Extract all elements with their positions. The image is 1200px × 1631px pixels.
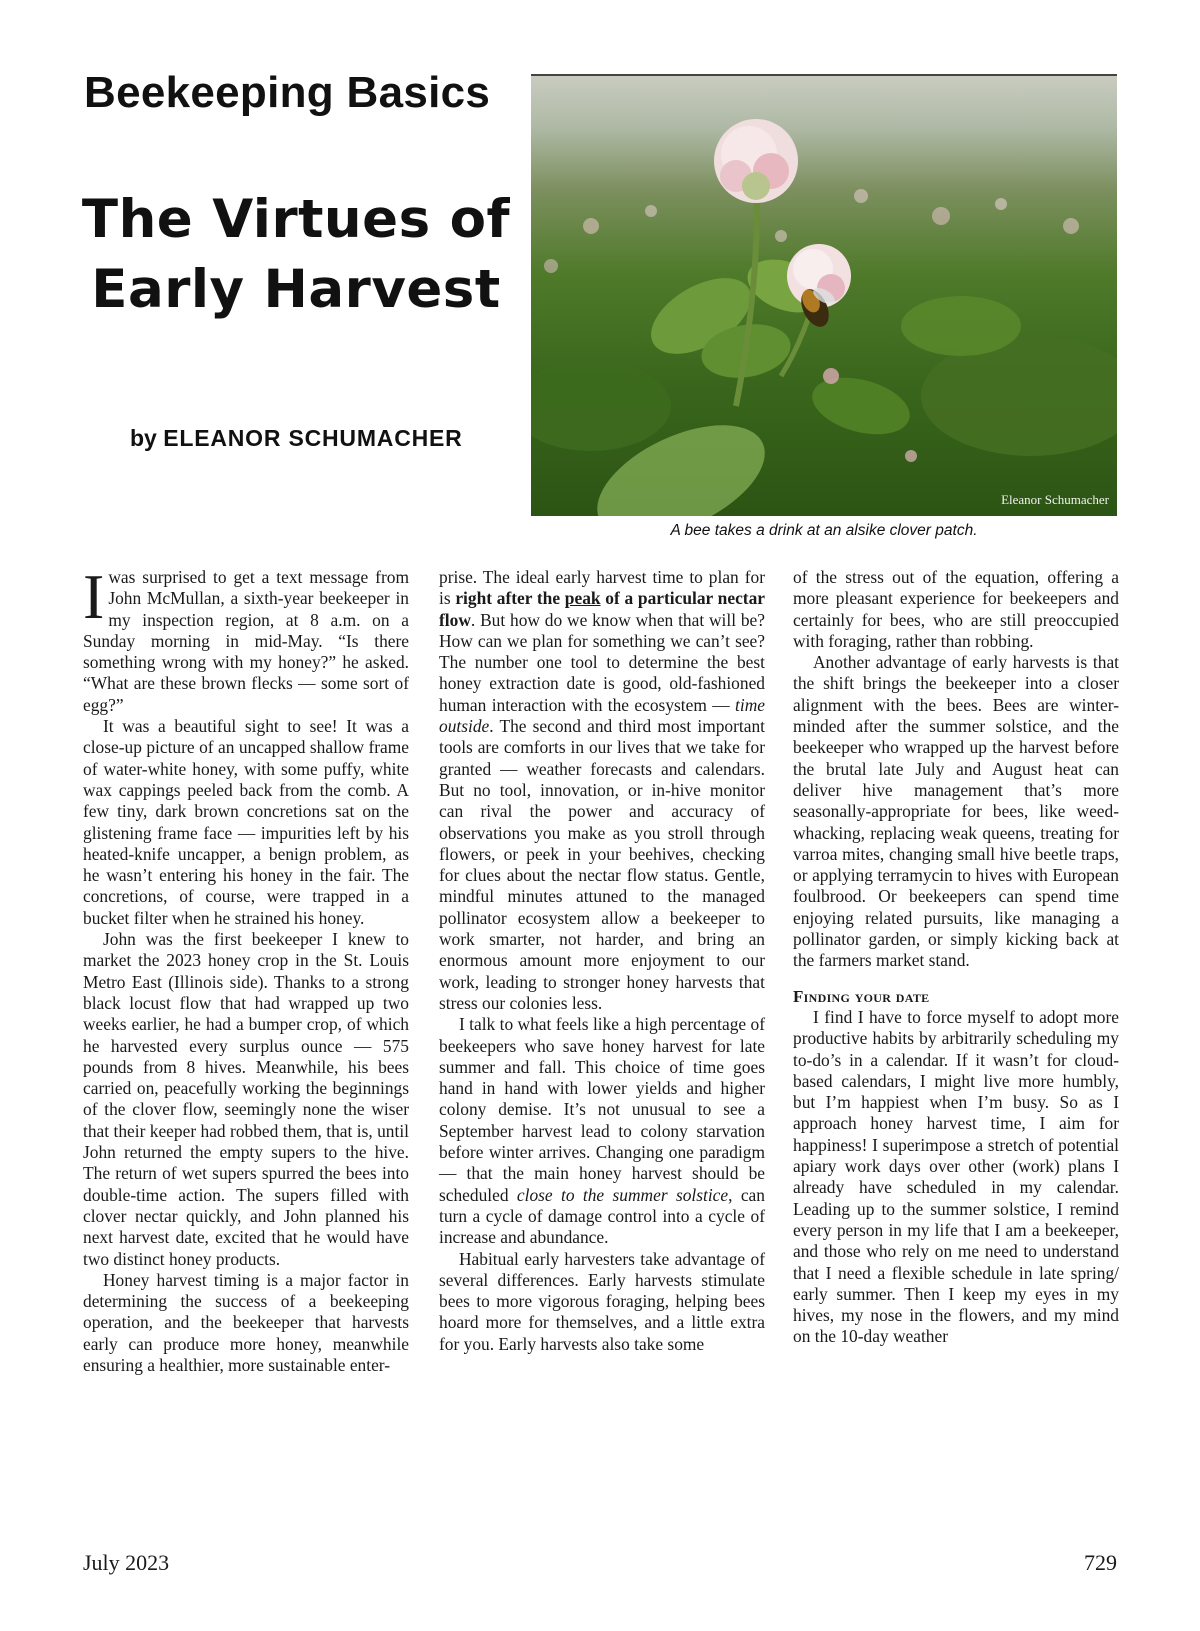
article-column-1 — [83, 561, 409, 1376]
issue-date: July 2023 — [83, 1550, 170, 1575]
title-line-1: The Virtues of — [81, 189, 511, 250]
paragraph: John was the first beekeeper I knew to market the 2023 honey crop in the St. Louis Metro East (Illinois side). Thanks to a strong black locust flow that had wrapped up two weeks earlier, he had a bumper crop, of which he harvested every surplus ounce — 575 pounds from 8 hives. Meanwhile, his bees carried on, peacefully working the beginnings of the clover flow, seemingly none the wiser that their keeper had robbed them, that is, until John returned the empty supers to the hive. The return of wet supers spurred the bees into double-time action. The supers filled with clover nectar quickly, and John planned his next harvest date, excited that he would have two distinct honey products. — [83, 929, 409, 1269]
byline-prefix: by — [130, 425, 157, 451]
paragraph: Honey harvest timing is a major factor in determining the success of a beekeeping operation, and the beekeeper that harvests early can produce more honey, meanwhile ensuring a healthier, more sustainable enter- — [83, 1269, 409, 1375]
article-title — [66, 185, 526, 325]
article-column-3 — [793, 567, 1119, 1348]
photo-credit: Eleanor Schumacher — [1001, 492, 1109, 507]
underlined-word: peak — [564, 588, 601, 609]
emphasis-italic: close to the summer solstice — [516, 1184, 729, 1205]
paragraph: It was a beautiful sight to see! It was a close-up picture of an uncapped shallow frame of water-white honey, with some puffy, white wax cappings peeled back from the comb. A few tiny, dark brown concretions sat on the glistening frame face — impurities left by his heated-knife uncapper, a benign problem, as he wasn’t entering his honey in the fair. The concretions, of course, were trapped in a bucket filter when he strained his honey. — [83, 716, 409, 928]
photo-illustration — [531, 76, 1117, 516]
photo-caption: A bee takes a drink at an alsike clover patch. — [670, 522, 978, 539]
emphasis-italic: time outside — [439, 694, 765, 737]
title-line-2: Early Harvest — [91, 259, 501, 320]
paragraph: of the stress out of the equation, offering a more pleasant experience for beekeepers and certainly for bees, who are still preoccupied with foraging, rather than robbing. — [793, 567, 1119, 651]
page-number: 729 — [1084, 1550, 1117, 1575]
paragraph: Another advantage of early harvests is that the shift brings the beekeeper into a closer alignment with the bees. Bees are winter-minded after the summer solstice, and the beekeeper who wrapped up the harvest before the brutal late July and August heat can deliver hive management that’s more seasonally-appropriate for bees, like weed-whacking, replacing weak queens, treating for varroa mites, changing small hive beetle traps, or applying terramycin to hives with European foulbrood. Or beekeepers can spend time enjoying related pursuits, like managing a pollinator garden, or simply kicking back at the farmers market stand. — [793, 652, 1119, 971]
section-subhead: Finding your date — [793, 986, 930, 1006]
section-label: Beekeeping Basics — [84, 68, 491, 117]
article-column-2 — [439, 567, 765, 1355]
byline — [130, 425, 463, 452]
clover-bee-photo — [531, 74, 1117, 516]
paragraph: I talk to what feels like a high percentage of beekeepers who save honey harvest for late summer and fall. This choice of time goes hand in hand with lower yields and higher colony demise. It’s not unusual to see a September harvest lead to colony starvation before winter arrives. Changing one paradigm — that the main honey harvest should be scheduled close to the summer solstice, can turn a cycle of damage control into a cycle of increase and abundance. — [439, 1014, 765, 1248]
emphasis-bold: right after the peak of a particular nectar flow — [439, 588, 765, 630]
paragraph: Habitual early harvesters take advantage of several differences. Early harvests stimulate bees to more vigorous foraging, helping bees hoard more for themselves, and a little extra for you. Early harvests also take some — [439, 1248, 765, 1354]
paragraph: I find I have to force myself to adopt more productive habits by arbitrarily scheduling my to-do’s in a calendar. If it wasn’t for cloud-based calendars, I might live more humbly, but I’m happiest when I’m busy. So as I approach honey harvest time, I aim for happiness! I superimpose a stretch of potential apiary work days over other (work) plans I already have scheduled in my calendar. Leading up to the summer solstice, I remind every person in my life that I am a beekeeper, and those who rely on me need to understand that I need a flexible schedule in late spring/ early summer. Then I keep my eyes in my hives, my nose in the flowers, and my mind on the 10-day weather — [793, 1006, 1119, 1347]
paragraph: prise. The ideal early harvest time to plan for is right after the peak of a particular nectar flow. But how do we know when that will be? How can we plan for something we can’t see? The number one tool to determine the best honey extraction date is good, old-fashioned human interaction with the ecosystem — time outside. The second and third most important tools are comforts in our lives that we take for granted — weather forecasts and calendars. But no tool, innovation, or in-hive monitor can rival the power and accuracy of observations you make as you stroll through flowers, or peek in your beehives, checking for clues about the nectar flow status. Gentle, mindful minutes attuned to the managed pollinator ecosystem allow a beekeeper to work smarter, not harder, and bring an enormous amount more enjoyment to our work, leading to stronger honey harvests that stress our colonies less. — [439, 567, 765, 1013]
author-name: ELEANOR SCHUMACHER — [163, 425, 463, 451]
drop-cap: I — [83, 561, 105, 632]
paragraph: Iwas surprised to get a text message from John McMullan, a sixth-year beekeeper in my inspection region, at 8 a.m. on a Sunday morning in mid-May. “Is there something wrong with my honey?” he asked. “What are these brown flecks — some sort of egg?” — [83, 561, 409, 715]
